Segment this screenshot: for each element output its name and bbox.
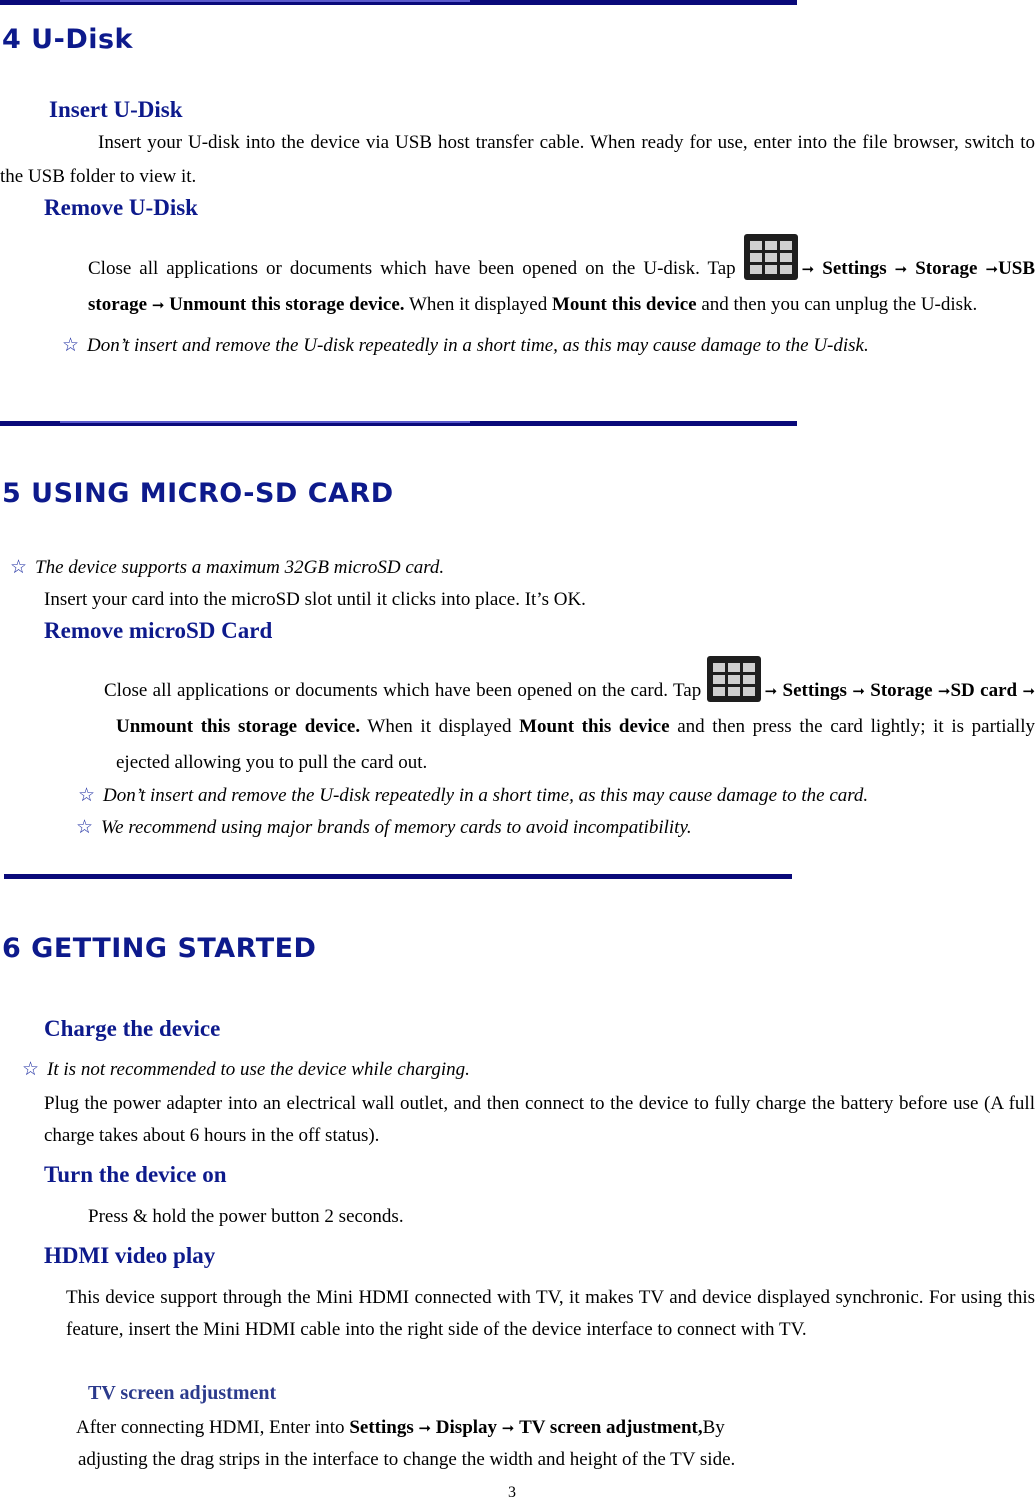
arrow-icon: ➞	[151, 296, 165, 314]
remove-sd-post: and then press the card lightly; it is partially ejected allowing you to pull the card out.	[116, 716, 1035, 773]
settings-label: Settings	[349, 1417, 414, 1438]
arrow-icon: ➞	[418, 1419, 432, 1437]
sd-capacity-text: The device supports a maximum 32GB microSD card.	[35, 557, 445, 578]
charge-title: Charge the device	[44, 1016, 221, 1041]
section-divider	[4, 874, 792, 879]
settings-label: Settings	[782, 680, 847, 701]
sd-capacity-note	[10, 552, 444, 583]
hdmi-body: This device support through the Mini HDMI connected with TV, it makes TV and device displayed synchronic. For using this feature, insert the Mini HDMI cable into the right side of the device interface to connect with TV.	[66, 1287, 1035, 1340]
remove-sd-body	[104, 656, 1035, 781]
arrow-icon: ➞	[764, 682, 778, 700]
star-icon: ☆	[76, 816, 94, 838]
arrow-icon: ➞	[852, 682, 865, 700]
apps-grid-icon	[707, 656, 761, 702]
mount-label: Mount this device	[551, 294, 697, 315]
settings-label: Settings	[822, 258, 887, 279]
section-5-heading: 5 USING MICRO-SD CARD	[2, 478, 394, 509]
udisk-warning-note	[62, 330, 869, 361]
tv-adjust-pre: After connecting HDMI, Enter into	[76, 1417, 350, 1438]
arrow-icon: ➞	[1022, 682, 1035, 700]
tv-adjust-line1	[76, 1412, 725, 1444]
display-label: Display	[435, 1417, 498, 1438]
arrow-icon: ➞	[985, 260, 999, 278]
remove-udisk-title: Remove U-Disk	[44, 195, 198, 220]
sd-brand-note	[76, 812, 692, 843]
insert-udisk-text: Insert your U-disk into the device via USB host transfer cable. When ready for use, enter into the file browser, switch to the USB folder to view it.	[0, 132, 1035, 187]
remove-sd-title: Remove microSD Card	[44, 618, 273, 643]
star-icon: ☆	[10, 556, 28, 578]
arrow-icon: ➞	[937, 682, 951, 700]
charge-body: Plug the power adapter into an electrical wall outlet, and then connect to the device to fully charge the battery before use (A full charge takes about 6 hours in the off status).	[44, 1093, 1035, 1146]
section-divider	[0, 421, 797, 426]
page-number: 3	[508, 1484, 516, 1501]
star-icon: ☆	[78, 784, 96, 806]
star-icon: ☆	[22, 1058, 40, 1080]
charge-note-text: It is not recommended to use the device while charging.	[47, 1059, 470, 1080]
remove-sd-pre: Close all applications or documents which have been opened on the card. Tap	[104, 680, 707, 701]
unmount-label: Unmount this storage device.	[169, 294, 405, 315]
sd-warning-text: Don’t insert and remove the U-disk repeatedly in a short time, as this may cause damage to the card.	[103, 785, 869, 806]
insert-udisk-title: Insert U-Disk	[49, 97, 183, 122]
sd-card-label: SD card	[950, 680, 1018, 701]
tv-adjust-label: TV screen adjustment,	[519, 1417, 703, 1438]
tv-adjust-title: TV screen adjustment	[88, 1382, 277, 1404]
section-divider	[0, 0, 797, 5]
charge-note	[22, 1054, 470, 1085]
turn-on-title: Turn the device on	[44, 1162, 227, 1187]
storage-label: Storage	[915, 258, 978, 279]
unmount-label: Unmount this storage device.	[116, 716, 361, 737]
sd-brand-text: We recommend using major brands of memory cards to avoid incompatibility.	[101, 817, 692, 838]
remove-sd-mid: When it displayed	[360, 716, 520, 737]
remove-udisk-post: and then you can unplug the U-disk.	[696, 294, 978, 315]
arrow-icon: ➞	[894, 260, 908, 278]
apps-grid-icon	[744, 234, 798, 280]
storage-label: Storage	[870, 680, 933, 701]
sd-warning-note	[78, 780, 868, 811]
mount-label: Mount this device	[519, 716, 670, 737]
turn-on-body: Press & hold the power button 2 seconds.	[88, 1206, 404, 1227]
sd-insert-text: Insert your card into the microSD slot until it clicks into place. It’s OK.	[44, 589, 586, 610]
tv-adjust-line2: adjusting the drag strips in the interface to change the width and height of the TV side.	[78, 1449, 736, 1470]
remove-udisk-body	[88, 234, 1035, 323]
insert-udisk-body	[0, 126, 1035, 194]
section-4-heading: 4 U-Disk	[2, 24, 134, 55]
remove-udisk-mid: When it displayed	[404, 294, 552, 315]
star-icon: ☆	[62, 334, 80, 356]
tv-adjust-post: By	[702, 1417, 725, 1438]
udisk-warning-text: Don’t insert and remove the U-disk repeatedly in a short time, as this may cause damage to the U-disk.	[87, 335, 869, 356]
usb-storage-label: USB storage	[88, 258, 1035, 315]
hdmi-title: HDMI video play	[44, 1243, 216, 1268]
remove-udisk-pre: Close all applications or documents which have been opened on the U-disk. Tap	[88, 258, 744, 279]
arrow-icon: ➞	[801, 260, 815, 278]
section-6-heading: 6 GETTING STARTED	[2, 933, 317, 964]
arrow-icon: ➞	[501, 1419, 515, 1437]
